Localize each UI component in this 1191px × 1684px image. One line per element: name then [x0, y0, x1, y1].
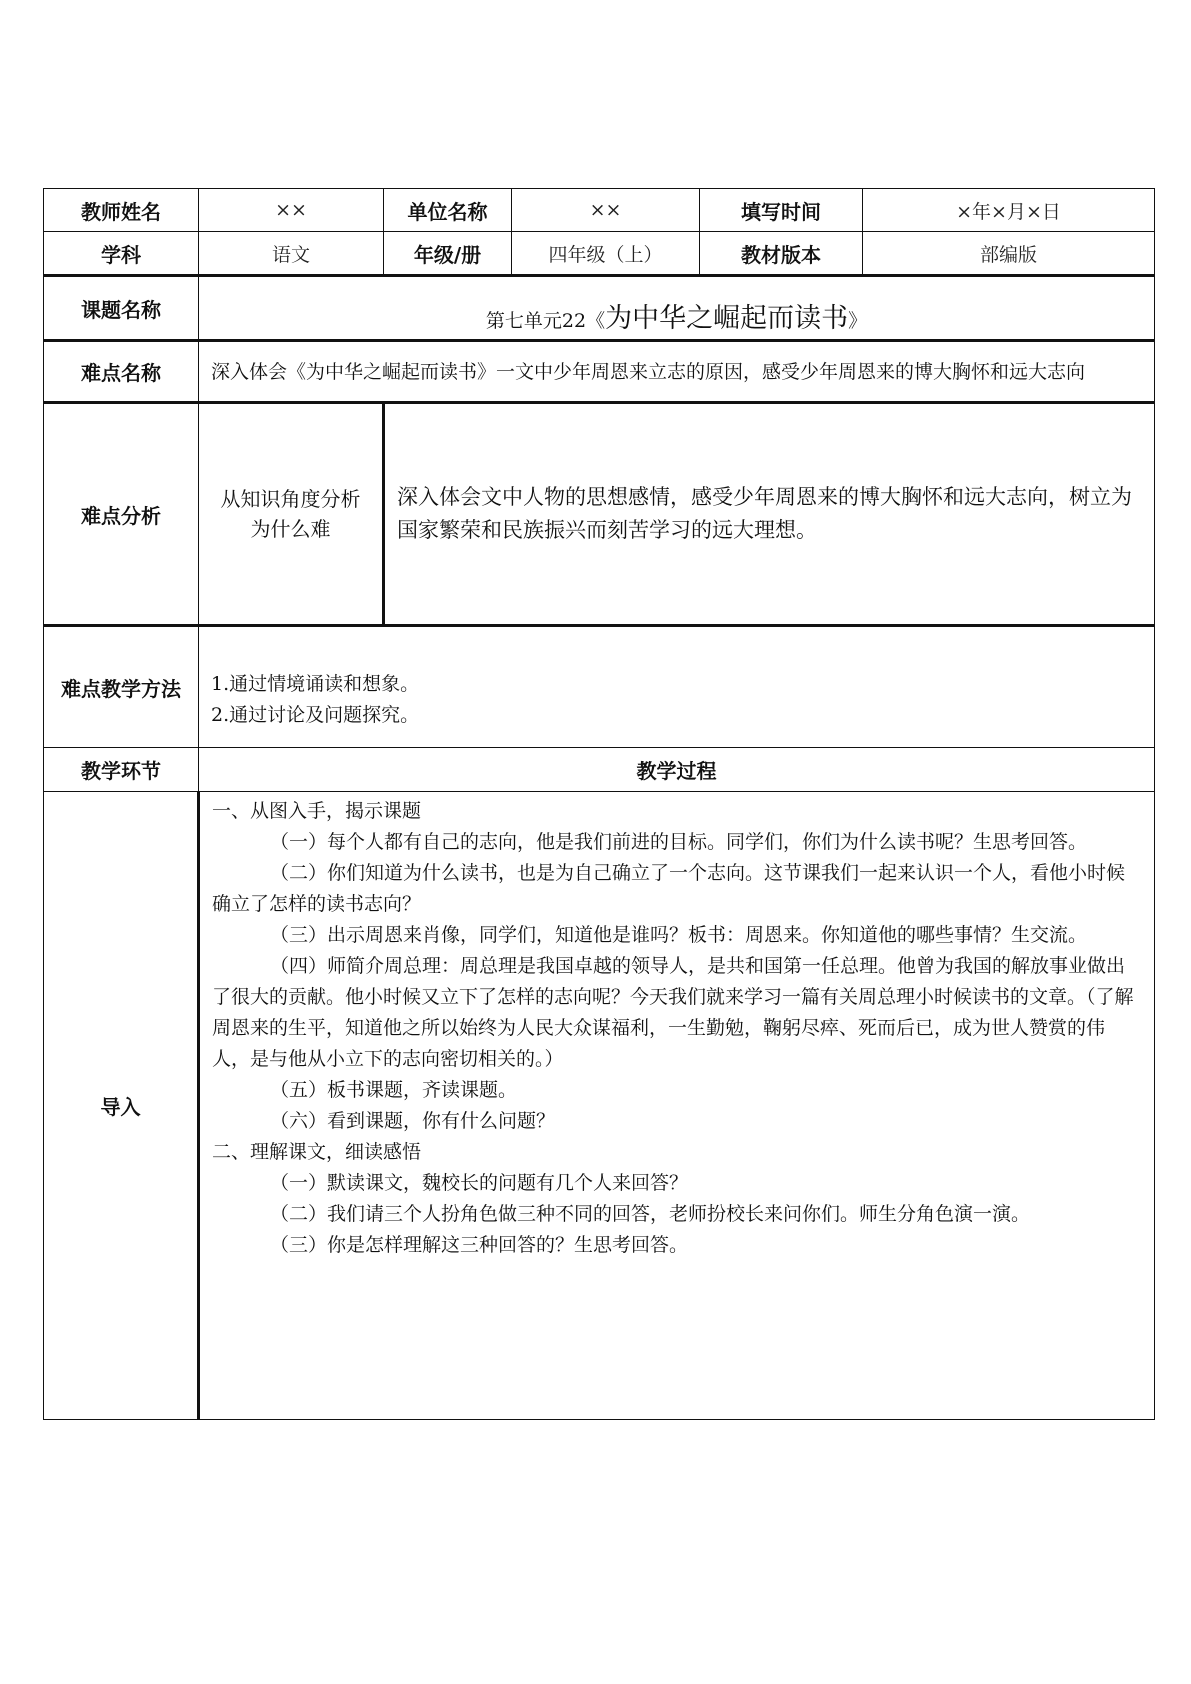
- teacher-label: 教师姓名: [44, 189, 199, 232]
- process-header-row: [44, 748, 1155, 792]
- grade-value: 四年级（上）: [512, 232, 700, 276]
- topic-main-title: 为中华之崛起而读书: [605, 302, 849, 334]
- difficulty-row: [44, 341, 1155, 403]
- subject-label: 学科: [44, 232, 199, 276]
- stage-header: 教学环节: [44, 748, 199, 792]
- intro-paragraph-5: （五）板书课题，齐读课题。: [270, 1079, 518, 1101]
- intro-paragraph-7: （一）默读课文，魏校长的问题有几个人来回答？: [270, 1172, 689, 1194]
- intro-row: [44, 792, 1155, 1420]
- difficulty-label: 难点名称: [44, 341, 199, 403]
- method-item-1: 1.通过情境诵读和想象。: [211, 673, 420, 695]
- method-list: [199, 626, 1155, 748]
- intro-paragraph-3: （三）出示周恩来肖像，同学们，知道他是谁吗？板书：周恩来。你知道他的哪些事情？生交流。: [270, 924, 1088, 946]
- intro-heading-2: 二、理解课文，细读感悟: [212, 1141, 422, 1163]
- lesson-plan-table: [43, 188, 1155, 1420]
- date-value: ×年×月×日: [863, 189, 1155, 232]
- method-item-2: 2.通过讨论及问题探究。: [211, 704, 420, 726]
- topic-title: [199, 276, 1155, 341]
- teacher-value: ××: [199, 189, 384, 232]
- date-label: 填写时间: [700, 189, 863, 232]
- unit-label: 单位名称: [384, 189, 512, 232]
- analysis-knowledge-line1: 从知识角度分析: [220, 487, 361, 511]
- subject-value: 语文: [199, 232, 384, 276]
- intro-paragraph-9: （三）你是怎样理解这三种回答的？生思考回答。: [270, 1234, 689, 1256]
- topic-label: 课题名称: [44, 276, 199, 341]
- unit-value: ××: [512, 189, 700, 232]
- intro-paragraph-2: （二）你们知道为什么读书，也是为自己确立了一个志向。这节课我们一起来认识一个人，看他小时候确立了怎样的读书志向？: [212, 862, 1126, 915]
- intro-process: [199, 792, 1155, 1420]
- difficulty-text: 深入体会《为中华之崛起而读书》一文中少年周恩来立志的原因，感受少年周恩来的博大胸怀和远大志向: [199, 341, 1155, 403]
- intro-paragraph-6: （六）看到课题，你有什么问题？: [270, 1110, 556, 1132]
- intro-paragraph-8: （二）我们请三个人扮角色做三种不同的回答，老师扮校长来问你们。师生分角色演一演。: [270, 1203, 1031, 1225]
- edition-value: 部编版: [863, 232, 1155, 276]
- header-row-2: [44, 232, 1155, 276]
- intro-label: 导入: [44, 792, 199, 1420]
- method-label: 难点教学方法: [44, 626, 199, 748]
- intro-paragraph-4: （四）师简介周总理：周总理是我国卓越的领导人，是共和国第一任总理。他曾为我国的解放事业做出了很大的贡献。他小时候又立下了怎样的志向呢？今天我们就来学习一篇有关周总理小时候读书的文章。（了解周恩来的生平，知道他之所以始终为人民大众谋福利，一生勤勉，鞠躬尽瘁、死而后已，成为世人赞赏的伟人，是与他从小立下的志向密切相关的。）: [212, 955, 1134, 1070]
- analysis-text: 深入体会文中人物的思想感情，感受少年周恩来的博大胸怀和远大志向，树立为国家繁荣和民族振兴而刻苦学习的远大理想。: [384, 403, 1155, 626]
- analysis-label: 难点分析: [44, 403, 199, 626]
- grade-label: 年级/册: [384, 232, 512, 276]
- intro-heading-1: 一、从图入手，揭示课题: [212, 800, 422, 822]
- topic-suffix: 》: [848, 309, 868, 332]
- topic-row: [44, 276, 1155, 341]
- edition-label: 教材版本: [700, 232, 863, 276]
- method-row: [44, 626, 1155, 748]
- analysis-knowledge-line2: 为什么难: [250, 517, 331, 541]
- analysis-knowledge-cell: [199, 403, 384, 626]
- analysis-row: [44, 403, 1155, 626]
- process-header: 教学过程: [199, 748, 1155, 792]
- topic-prefix: 第七单元22《: [485, 309, 606, 332]
- intro-paragraph-1: （一）每个人都有自己的志向，他是我们前进的目标。同学们，你们为什么读书呢？生思考回答。: [270, 831, 1088, 853]
- header-row-1: [44, 189, 1155, 232]
